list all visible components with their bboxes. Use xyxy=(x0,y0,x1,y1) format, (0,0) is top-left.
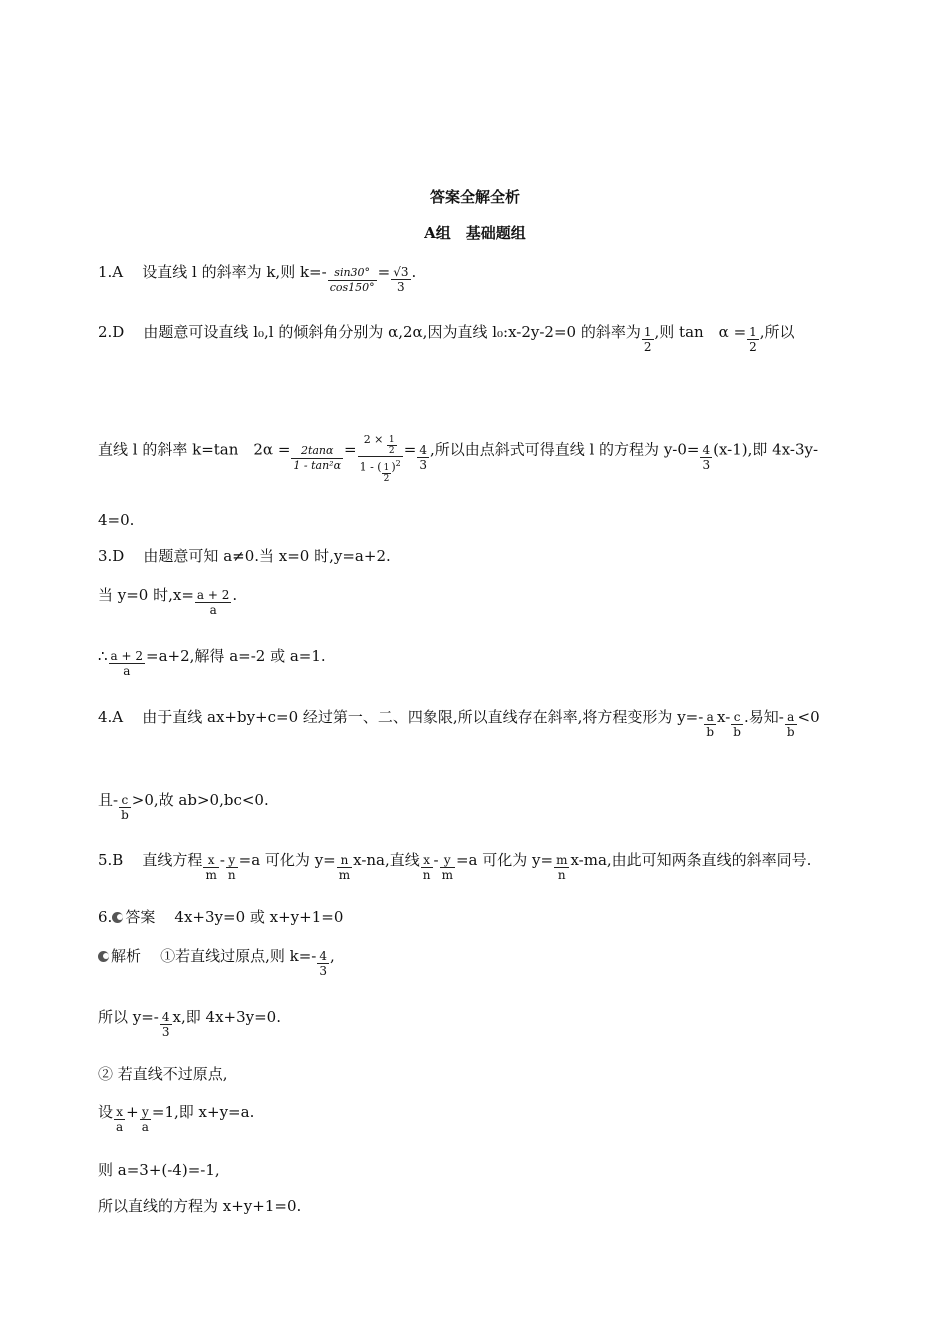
analysis-marker-icon xyxy=(98,951,109,962)
answer-label: 4.A xyxy=(98,708,124,726)
analysis-line-5: 则 a=3+(-4)=-1, xyxy=(98,1161,220,1179)
analysis-line-2: 所以 y=- $\frac{4}{3}$ x,即 4x+3y=0. xyxy=(98,1008,281,1039)
fraction: $\frac{m}{n}$ xyxy=(556,853,568,882)
answer-4: 4.A 由于直线 ax+by+c=0 经过第一、二、四象限,所以直线存在斜率,将方程变形为 y=- $\frac{a}{b}$ x- $\frac{c}{b}$ .易知- $\frac{a}{b}$ <0 xyxy=(98,708,820,739)
fraction: $\frac{4}{3}$ xyxy=(419,442,427,472)
answer-label: 5.B xyxy=(98,851,124,869)
fraction: $\frac{2\tan\alpha}{\text{1 - tan²α}}$ xyxy=(293,443,342,472)
fraction: $\frac{y}{n}$ xyxy=(227,853,236,882)
answer-3: 3.D 由题意可知 a≠0.当 x=0 时,y=a+2. xyxy=(98,547,391,565)
answer-6: 6. 答案 4x+3y=0 或 x+y+1=0 xyxy=(98,908,344,926)
answer-2: 2.D 由题意可设直线 l₀,l 的倾斜角分别为 α,2α,因为直线 l₀:x-2y-2=0 的斜率为 $\frac{1}{2}$ ,则 tan α = $\frac{1}{2}$ ,所以 xyxy=(98,323,795,354)
answer-3-line-2: 当 y=0 时,x= $\frac{a + 2}{a}$ . xyxy=(98,586,238,617)
fraction: $\frac{a}{b}$ xyxy=(786,710,795,739)
fraction: $\frac{x}{n}$ xyxy=(422,853,431,882)
fraction: $\frac{c}{b}$ xyxy=(121,793,129,822)
fraction: $\frac{c}{b}$ xyxy=(733,710,741,739)
fraction: $\frac{\sin 30^\circ}{\cos 150^\circ}$ xyxy=(329,266,375,294)
answer-4-line-2: 且- $\frac{c}{b}$ >0,故 ab>0,bc<0. xyxy=(98,791,269,822)
section-title: A组 基础题组 xyxy=(424,224,526,242)
fraction: $\frac{4}{3}$ xyxy=(161,1010,170,1039)
fraction: $\frac{4}{3}$ xyxy=(319,949,327,978)
answer-2-line-2: 直线 l 的斜率 k=tan 2α = $\frac{2\tan\alpha}{\text{1 - tan²α}}$ = 2 × $\frac{1}{2}$ 1 - ( $\frac{1}{2}$ )$^2$ = $\frac{4}{3}$ ,所以由点斜式可得直线 l 的方程为 y-0= $\frac{4}{3}$ (x-1),即 4x-3y- xyxy=(98,433,819,484)
answer-label: 3.D xyxy=(98,547,125,565)
analysis-line-6: 所以直线的方程为 x+y+1=0. xyxy=(98,1197,302,1215)
fraction: $\frac{x}{m}$ xyxy=(205,853,217,882)
answer-1: 1.A 设直线 l 的斜率为 k,则 k=- $\frac{\sin 30^\circ}{\cos 150^\circ}$ = $\frac{√3}{3}$ . xyxy=(98,263,417,294)
page-title: 答案全解全析 xyxy=(429,188,520,206)
answer-text: 设直线 l 的斜率为 k,则 k=- xyxy=(142,263,327,281)
fraction: $\frac{a}{b}$ xyxy=(706,710,715,739)
fraction: $\frac{y}{a}$ xyxy=(141,1105,149,1134)
analysis-line-4: 设 $\frac{x}{a}$ + $\frac{y}{a}$ =1,即 x+y=a. xyxy=(98,1103,255,1134)
fraction: $\frac{1}{2}$ xyxy=(643,325,652,354)
answer-5: 5.B 直线方程 $\frac{x}{m}$ - $\frac{y}{n}$ =a 可化为 y= $\frac{n}{m}$ x-na,直线 $\frac{x}{n}$ - $\frac{y}{m}$ =a 可化为 y= $\frac{m}{n}$ x-ma,由此可知两条直线的斜率同号. xyxy=(98,851,812,882)
answer-label: 2.D xyxy=(98,323,125,341)
analysis-line-3: ② 若直线不过原点, xyxy=(98,1065,228,1083)
answer-marker-icon xyxy=(112,912,123,923)
answer-label: 6. xyxy=(98,908,113,926)
answer-label: 1.A xyxy=(98,263,124,281)
answer-3-line-3: ∴ $\frac{a + 2}{a}$ =a+2,解得 a=-2 或 a=1. xyxy=(98,647,326,678)
fraction: $\frac{√3}{3}$ xyxy=(393,265,409,294)
answer-2-line-3: 4=0. xyxy=(98,511,135,529)
fraction: $\frac{a + 2}{a}$ xyxy=(196,588,230,617)
fraction: $\frac{n}{m}$ xyxy=(338,853,351,882)
fraction: $\frac{x}{a}$ xyxy=(116,1105,124,1134)
fraction: $\frac{a + 2}{a}$ xyxy=(110,649,144,678)
fraction: 2 × $\frac{1}{2}$ 1 - ( $\frac{1}{2}$ )$^2$ xyxy=(359,433,401,484)
fraction: $\frac{y}{m}$ xyxy=(441,853,453,882)
analysis: 解析 ①若直线过原点,则 k=- $\frac{4}{3}$ , xyxy=(98,946,335,978)
fraction: $\frac{1}{2}$ xyxy=(749,325,757,354)
fraction: $\frac{4}{3}$ xyxy=(702,442,711,472)
